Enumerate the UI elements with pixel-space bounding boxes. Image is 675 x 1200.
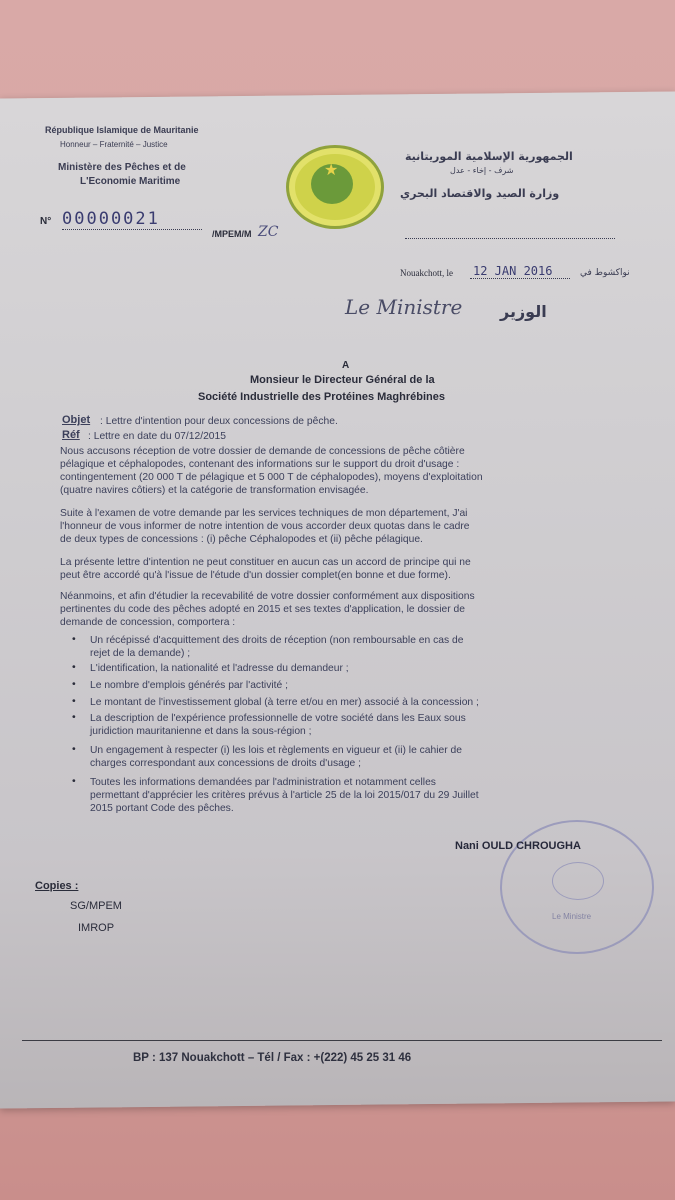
- date-prefix-ar: نواكشوط في: [580, 268, 630, 278]
- bullet-icon: •: [72, 633, 76, 645]
- date-underline: [470, 278, 570, 279]
- bullet-icon: •: [72, 711, 76, 723]
- recipient-a: A: [342, 360, 350, 371]
- handwritten-initials: ZC: [258, 224, 279, 240]
- motto-fr: Honneur – Fraternité – Justice: [60, 140, 168, 149]
- bullet-item-line: Le montant de l'investissement global (à terre et/ou en mer) associé à la concession ;: [90, 697, 479, 708]
- country-name-fr: République Islamique de Mauritanie: [45, 125, 199, 135]
- bullet-item-line: charges correspondant aux concessions de droits d'usage ;: [90, 758, 361, 769]
- bullet-item-line: rejet de la demande) ;: [90, 648, 191, 659]
- bullet-item-line: permettant d'apprécier les critères prévus à l'article 25 de la loi 2015/017 du 29 Juillet: [90, 790, 479, 801]
- bullet-icon: •: [72, 743, 76, 755]
- bullet-item-line: L'identification, la nationalité et l'adresse du demandeur ;: [90, 663, 349, 674]
- bullet-item-line: Toutes les informations demandées par l'administration et notamment celles: [90, 777, 436, 788]
- country-name-ar: الجمهورية الإسلامية الموريتانية: [405, 150, 573, 163]
- bullet-icon: •: [72, 678, 76, 690]
- paragraph-line: pertinentes du code des pêches adopté en 2015 et ses textes d'application, le dossier de: [60, 604, 465, 615]
- bullet-item-line: La description de l'expérience professionnelle de votre société dans les Eaux sous: [90, 713, 466, 724]
- copy-recipient: IMROP: [78, 922, 115, 934]
- reference-text: : Lettre en date du 07/12/2015: [88, 431, 226, 442]
- recipient-line2: Société Industrielle des Protéines Maghrébines: [198, 391, 445, 403]
- bullet-item-line: Un engagement à respecter (i) les lois et règlements en vigueur et (ii) le cahier de: [90, 745, 463, 756]
- mauritania-seal-icon: ★: [286, 145, 384, 229]
- bullet-item-line: Un récépissé d'acquittement des droits de réception (non remboursable en cas de: [90, 635, 464, 646]
- reference-code: /MPEM/M: [212, 229, 252, 239]
- footer-contact: BP : 137 Nouakchott – Tél / Fax : +(222) 45 25 31 46: [133, 1052, 412, 1064]
- motto-ar: شرف - إخاء - عدل: [450, 166, 514, 175]
- paragraph-line: Néanmoins, et afin d'étudier la recevabilité de votre dossier conformément aux dispositions: [60, 591, 475, 602]
- object-text: : Lettre d'intention pour deux concessions de pêche.: [100, 416, 338, 427]
- recipient-line1: Monsieur le Directeur Général de la: [250, 374, 435, 386]
- paragraph-line: Nous accusons réception de votre dossier de demande de concessions de pêche côtière: [60, 446, 465, 457]
- paragraph-line: pélagique et céphalopodes, contenant des informations sur le support du droit d'usage :: [60, 459, 460, 470]
- paragraph-line: contingentement (20 000 T de pélagique et 5 000 T de céphalopodes), moyens d'exploitation: [60, 472, 483, 483]
- paragraph-line: de deux types de concessions : (i) pêche Céphalopodes et (ii) pêche pélagique.: [60, 534, 423, 545]
- bullet-icon: •: [72, 775, 76, 787]
- reference-label: Réf: [62, 429, 80, 441]
- date-prefix: Nouakchott, le: [400, 268, 453, 278]
- paragraph-line: Suite à l'examen de votre demande par les services techniques de mon département, J'ai: [60, 508, 468, 519]
- letter-number: 00000021: [62, 209, 160, 229]
- stamp-label: Le Ministre: [552, 912, 592, 921]
- ministry-name-fr-line1: Ministère des Pêches et de: [58, 162, 186, 173]
- footer-divider: [22, 1040, 662, 1041]
- paragraph-line: demande de concession, comportera :: [60, 617, 236, 628]
- paragraph-line: l'honneur de vous informer de notre intention de vous accorder deux quotas dans le cadre: [60, 521, 470, 532]
- paragraph-line: peut être accordé qu'à l'issue de l'étude d'un dossier complet(en bonne et due forme).: [60, 570, 451, 581]
- copy-recipient: SG/MPEM: [70, 900, 122, 912]
- bullet-icon: •: [72, 661, 76, 673]
- bullet-item-line: 2015 portant Code des pêches.: [90, 803, 234, 814]
- signatory-title-fr: Le Ministre: [345, 295, 463, 319]
- number-label: N°: [40, 216, 52, 227]
- signatory-name: Nani OULD CHROUGHA: [455, 840, 581, 852]
- date-stamp: 12 JAN 2016: [473, 264, 553, 278]
- object-label: Objet: [62, 414, 91, 426]
- bullet-icon: •: [72, 695, 76, 707]
- ministry-name-ar: وزارة الصيد والاقتصاد البحري: [400, 187, 560, 200]
- number-underline: [62, 229, 202, 230]
- copies-label: Copies :: [35, 880, 79, 892]
- paragraph-line: La présente lettre d'intention ne peut constituer en aucun cas un accord de principe qui ne: [60, 557, 471, 568]
- ministry-name-fr-line2: L'Economie Maritime: [80, 176, 181, 187]
- bullet-item-line: juridiction mauritanienne et dans la sous-région ;: [90, 726, 312, 737]
- signatory-title-ar: الوزير: [500, 302, 547, 321]
- bullet-item-line: Le nombre d'emplois générés par l'activité ;: [90, 680, 288, 691]
- arabic-reference-line: [405, 238, 615, 239]
- paragraph-line: (quatre navires côtiers) et la catégorie de transformation envisagée.: [60, 485, 369, 496]
